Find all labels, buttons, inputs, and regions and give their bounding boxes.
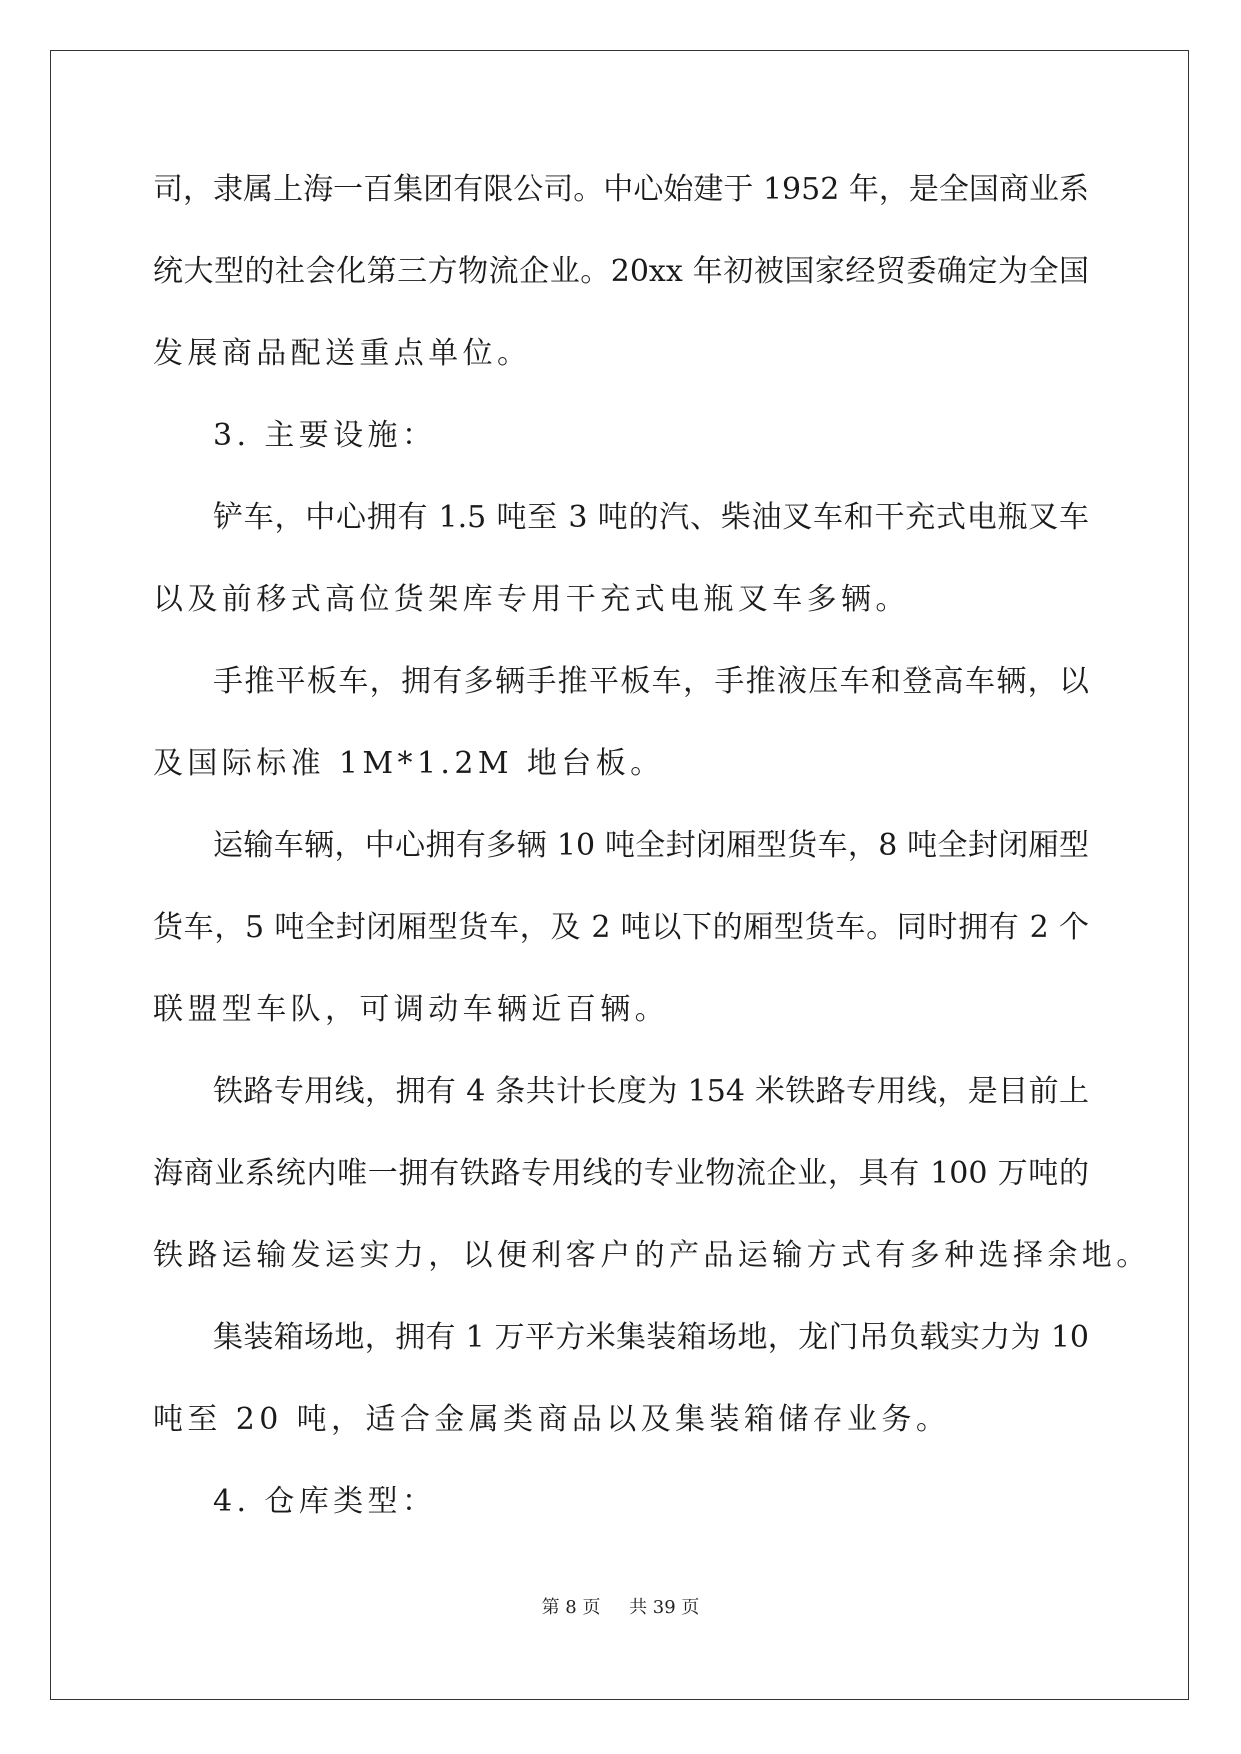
paragraph-line: 手推平板车，拥有多辆手推平板车，手推液压车和登高车辆，以 [213, 664, 1089, 699]
paragraph-line: 集装箱场地，拥有 1 万平方米集装箱场地，龙门吊负载实力为 10 [213, 1320, 1089, 1355]
paragraph-line: 货车，5 吨全封闭厢型货车，及 2 吨以下的厢型货车。同时拥有 2 个 [153, 910, 1089, 945]
paragraph-line: 吨至 20 吨，适合金属类商品以及集装箱储存业务。 [153, 1402, 951, 1437]
paragraph-line: 海商业系统内唯一拥有铁路专用线的专业物流企业，具有 100 万吨的 [153, 1156, 1089, 1191]
paragraph-line: 及国际标准 1M*1.2M 地台板。 [153, 746, 665, 781]
section-heading: 3. 主要设施： [213, 418, 437, 453]
document-body [153, 160, 1151, 1554]
paragraph-line: 铁路专用线，拥有 4 条共计长度为 154 米铁路专用线，是目前上 [213, 1074, 1089, 1109]
section-heading: 4. 仓库类型： [213, 1484, 437, 1519]
paragraph-line: 铁路运输发运实力，以便利客户的产品运输方式有多种选择余地。 [153, 1238, 1151, 1273]
paragraph-line: 以及前移式高位货架库专用干充式电瓶叉车多辆。 [153, 582, 910, 617]
paragraph-line: 发展商品配送重点单位。 [153, 336, 532, 371]
paragraph-line: 司，隶属上海一百集团有限公司。中心始建于 1952 年，是全国商业系 [153, 172, 1089, 207]
paragraph-line: 运输车辆，中心拥有多辆 10 吨全封闭厢型货车，8 吨全封闭厢型 [213, 828, 1089, 863]
paragraph-line: 统大型的社会化第三方物流企业。20xx 年初被国家经贸委确定为全国 [153, 254, 1089, 289]
paragraph-line: 铲车，中心拥有 1.5 吨至 3 吨的汽、柴油叉车和干充式电瓶叉车 [213, 500, 1089, 535]
page-number: 第 8 页 [541, 1597, 601, 1618]
page-footer [0, 1593, 1241, 1619]
page-total: 共 39 页 [629, 1597, 700, 1618]
paragraph-line: 联盟型车队，可调动车辆近百辆。 [153, 992, 669, 1027]
